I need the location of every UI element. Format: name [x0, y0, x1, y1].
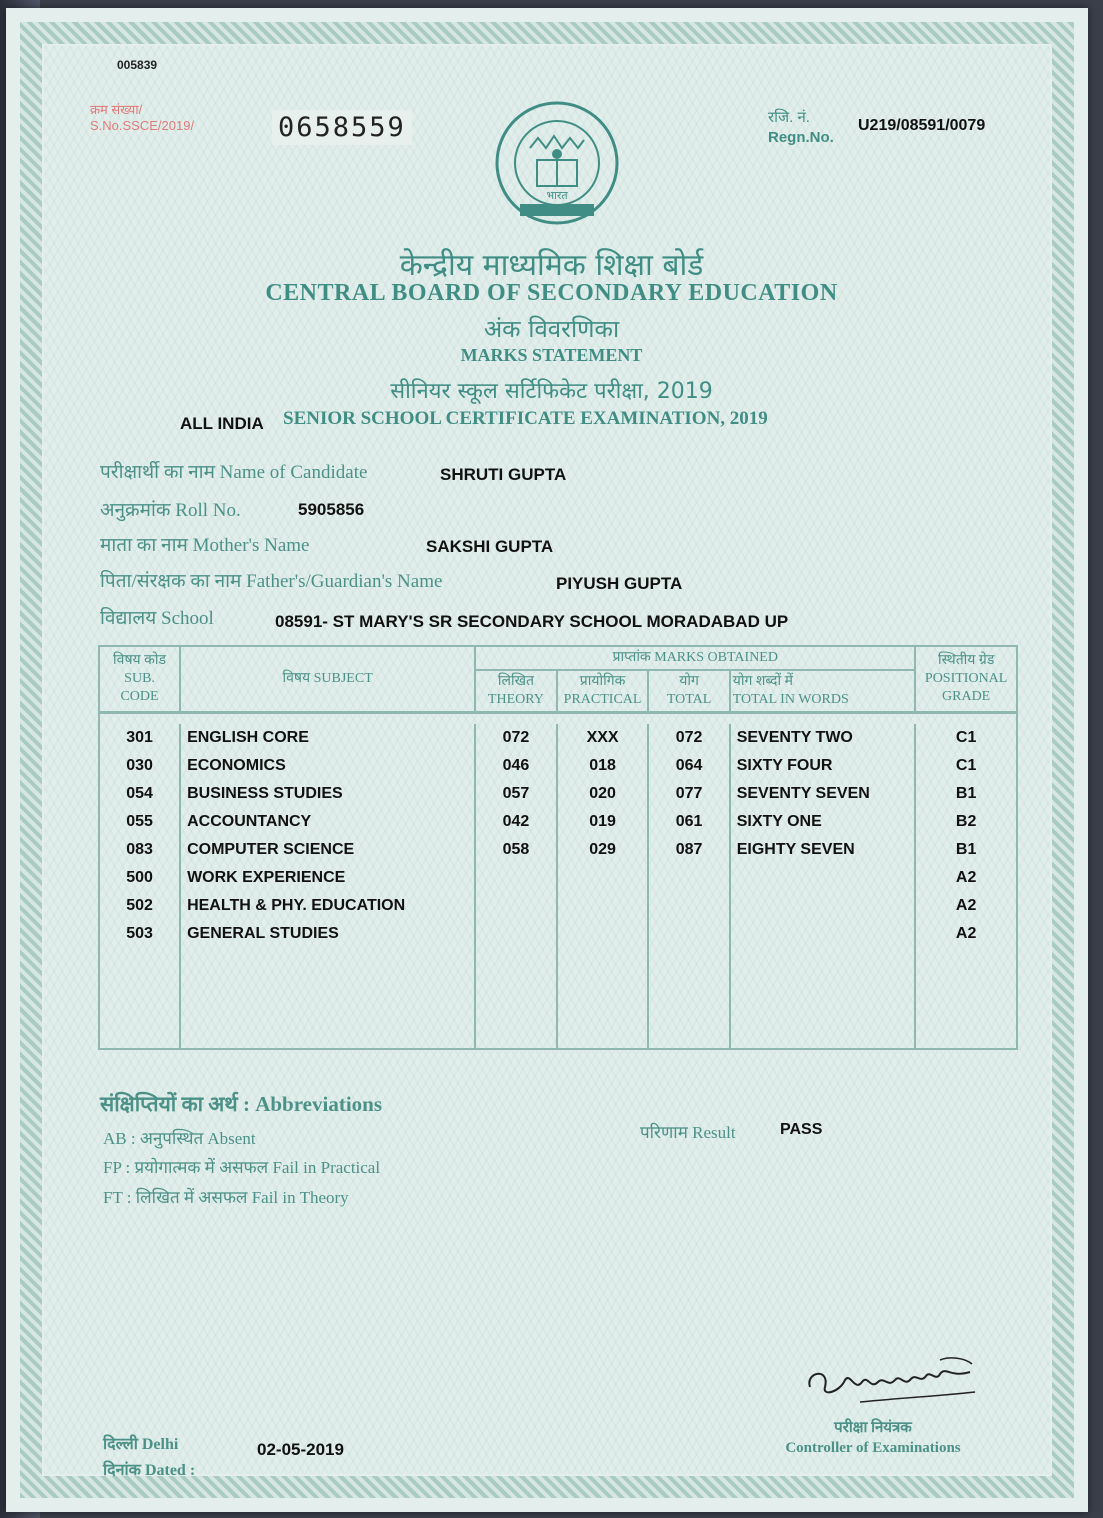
regn-label: रजि. नं. Regn.No. [768, 109, 834, 146]
header-practical: प्रायोगिक PRACTICAL [557, 670, 649, 713]
header-total-words: योग शब्दों में TOTAL IN WORDS [730, 670, 916, 713]
table-row: 054 BUSINESS STUDIES 057 020 077 SEVENTY SEVEN B1 [99, 780, 1017, 808]
candidate-name: SHRUTI GUPTA [440, 465, 567, 484]
table-row: 502 HEALTH & PHY. EDUCATION A2 [99, 892, 1017, 920]
candidate-name-label: परीक्षार्थी का नाम Name of Candidate [100, 462, 368, 483]
result-label: परिणाम Result [640, 1123, 736, 1142]
exam-title-hindi: सीनियर स्कूल सर्टिफिकेट परीक्षा, 2019 [390, 379, 713, 404]
header-marks-obtained: प्राप्तांक MARKS OBTAINED [475, 646, 915, 670]
abbr-fail-theory: FT : लिखित में असफल Fail in Theory [103, 1188, 349, 1207]
cbse-seal-icon [492, 98, 622, 228]
seal-text: भारत [546, 189, 568, 202]
table-row: 301 ENGLISH CORE 072 XXX 072 SEVENTY TWO C1 [99, 724, 1017, 752]
header-sub-code: विषय कोड SUB. CODE [99, 646, 180, 713]
table-empty-space [99, 948, 1017, 1049]
sno-value: 0658559 [272, 110, 412, 145]
table-row: 055 ACCOUNTANCY 042 019 061 SIXTY ONE B2 [99, 808, 1017, 836]
place-and-date-label: दिल्ली Delhi दिनांक Dated : [103, 1436, 196, 1479]
board-name-hindi: केन्द्रीय माध्यमिक शिक्षा बोर्ड [399, 248, 704, 283]
controller-of-examinations: परीक्षा नियंत्रक Controller of Examinations [785, 1420, 961, 1456]
abbreviations-title: संक्षिप्तियों का अर्थ : Abbreviations [100, 1092, 383, 1116]
regn-value: U219/08591/0079 [858, 117, 986, 134]
father-name-label: पिता/संरक्षक का नाम Father's/Guardian's Name [100, 571, 443, 592]
header-total: योग TOTAL [648, 670, 729, 713]
result-value: PASS [780, 1121, 823, 1138]
sno-label: क्रम संख्या/ S.No.SSCE/2019/ [90, 102, 195, 133]
all-india-label: ALL INDIA [180, 414, 264, 433]
signature-icon [800, 1352, 980, 1412]
header-theory: लिखित THEORY [475, 670, 557, 713]
father-name: PIYUSH GUPTA [556, 574, 683, 593]
serial-top: 005839 [117, 58, 158, 72]
header-grade: स्थितीय ग्रेड POSITIONAL GRADE [915, 646, 1017, 713]
abbr-fail-practical: FP : प्रयोगात्मक में असफल Fail in Practical [103, 1158, 381, 1177]
table-row: 503 GENERAL STUDIES A2 [99, 920, 1017, 948]
roll-label: अनुक्रमांक Roll No. [100, 500, 241, 521]
table-row: 500 WORK EXPERIENCE A2 [99, 864, 1017, 892]
exam-title: SENIOR SCHOOL CERTIFICATE EXAMINATION, 2019 [283, 408, 768, 429]
mother-name-label: माता का नाम Mother's Name [100, 535, 310, 556]
abbr-absent: AB : अनुपस्थित Absent [103, 1129, 256, 1148]
statement-title: MARKS STATEMENT [460, 345, 643, 365]
table-row: 083 COMPUTER SCIENCE 058 029 087 EIGHTY SEVEN B1 [99, 836, 1017, 864]
mother-name: SAKSHI GUPTA [426, 537, 554, 556]
table-row: 030 ECONOMICS 046 018 064 SIXTY FOUR C1 [99, 752, 1017, 780]
school-name: 08591- ST MARY'S SR SECONDARY SCHOOL MORADABAD UP [275, 612, 789, 631]
statement-title-hindi: अंक विवरणिका [483, 315, 620, 343]
header-subject: विषय SUBJECT [180, 646, 475, 713]
marks-table [98, 645, 1018, 1050]
board-name: CENTRAL BOARD OF SECONDARY EDUCATION [265, 280, 838, 306]
issue-date: 02-05-2019 [257, 1440, 344, 1459]
roll-number: 5905856 [298, 500, 365, 519]
school-label: विद्यालय School [100, 608, 214, 629]
